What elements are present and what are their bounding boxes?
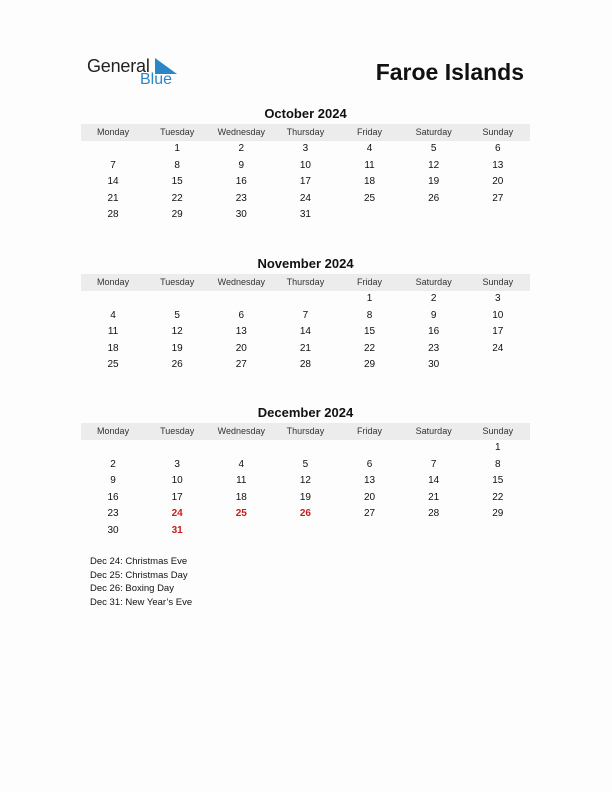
day-cell: 18 (364, 176, 376, 187)
week-row (81, 440, 530, 457)
weekday-label: Saturday (415, 127, 452, 137)
weekday-label: Sunday (482, 426, 514, 436)
day-cell (466, 357, 530, 374)
week-row (81, 523, 530, 540)
weekday-label: Tuesday (160, 277, 195, 287)
day-cell: 30 (235, 209, 247, 220)
day-cell (209, 440, 273, 457)
weekday-label: Tuesday (160, 127, 195, 137)
day-cell (402, 207, 466, 224)
week-row (81, 308, 530, 325)
holiday-notes (90, 555, 192, 610)
day-cell: 1 (174, 143, 180, 154)
weekday-header (81, 124, 530, 141)
day-cell: 28 (107, 209, 119, 220)
day-cell: 12 (428, 159, 440, 171)
holiday-note: Dec 25: Christmas Day (90, 569, 188, 581)
day-cell: 1 (495, 442, 501, 453)
day-cell (338, 523, 402, 540)
day-cell: 8 (495, 458, 501, 470)
day-cell: 24 (492, 342, 504, 354)
day-cell: 25 (107, 359, 119, 370)
day-cell: 27 (235, 359, 247, 370)
day-cell: 10 (299, 159, 311, 171)
day-cell (402, 440, 466, 457)
day-cell: 23 (107, 508, 119, 519)
day-cell (145, 440, 209, 457)
day-cell: 3 (174, 458, 180, 470)
weekday-label: Sunday (482, 277, 514, 287)
week-row (81, 141, 530, 158)
day-cell: 26 (299, 508, 311, 519)
month-calendar (81, 256, 530, 374)
day-cell: 13 (235, 326, 247, 337)
day-cell (273, 523, 337, 540)
day-cell (81, 440, 145, 457)
day-cell: 6 (495, 143, 501, 154)
day-cell: 15 (364, 326, 376, 337)
day-cell (273, 291, 337, 308)
day-cell: 2 (238, 143, 245, 154)
day-cell: 4 (238, 458, 245, 470)
day-cell: 7 (110, 159, 116, 171)
week-row (81, 207, 530, 224)
day-cell: 23 (428, 342, 440, 354)
day-cell: 5 (174, 309, 180, 321)
day-cell: 5 (430, 143, 437, 154)
day-cell: 12 (299, 475, 311, 486)
day-cell (145, 291, 209, 308)
holiday-note: Dec 26: Boxing Day (90, 583, 174, 595)
day-cell: 30 (428, 359, 440, 370)
day-cell: 10 (171, 475, 183, 486)
weekday-label: Monday (97, 426, 130, 436)
day-cell: 29 (492, 508, 504, 519)
day-cell: 25 (364, 192, 376, 204)
day-cell: 5 (302, 458, 309, 470)
day-cell: 4 (366, 143, 373, 154)
week-row (81, 473, 530, 490)
day-cell: 16 (235, 176, 247, 187)
day-cell: 20 (364, 491, 376, 503)
day-cell: 27 (492, 192, 504, 204)
weekday-label: Saturday (415, 426, 452, 436)
day-cell (209, 523, 273, 540)
day-cell: 17 (171, 491, 183, 503)
weekday-label: Friday (357, 277, 383, 287)
week-row (81, 324, 530, 341)
day-cell (209, 291, 273, 308)
weekday-label: Wednesday (217, 426, 265, 436)
day-cell: 15 (171, 176, 183, 187)
day-cell: 28 (299, 359, 311, 370)
day-cell: 29 (171, 209, 183, 220)
weekday-label: Sunday (482, 127, 514, 137)
logo-text-blue: Blue (140, 71, 173, 88)
week-row (81, 291, 530, 308)
country-title: Faroe Islands (375, 59, 524, 85)
week-row (81, 457, 530, 474)
week-row (81, 490, 530, 507)
month-title: December 2024 (257, 405, 354, 420)
day-cell: 9 (110, 475, 116, 486)
month-title: November 2024 (257, 256, 354, 271)
day-cell: 15 (492, 475, 504, 486)
day-cell (273, 440, 337, 457)
day-cell: 29 (364, 359, 376, 370)
day-cell: 28 (428, 508, 440, 519)
day-cell: 19 (299, 491, 311, 503)
day-cell (402, 523, 466, 540)
day-cell: 13 (364, 475, 376, 486)
holiday-note: Dec 24: Christmas Eve (90, 556, 188, 567)
week-row (81, 357, 530, 374)
day-cell (466, 523, 530, 540)
weekday-label: Thursday (286, 426, 325, 436)
day-cell (338, 207, 402, 224)
weekday-label: Saturday (415, 277, 452, 287)
weekday-label: Monday (97, 277, 130, 287)
week-row (81, 174, 530, 191)
day-cell: 8 (174, 159, 180, 171)
day-cell: 6 (366, 458, 373, 470)
day-cell: 16 (107, 491, 119, 503)
day-cell: 31 (299, 209, 311, 220)
day-cell: 17 (299, 176, 311, 187)
day-cell: 6 (238, 309, 245, 321)
day-cell (81, 141, 145, 158)
day-cell: 24 (171, 508, 183, 519)
month-title: October 2024 (264, 106, 347, 121)
weekday-label: Wednesday (217, 277, 265, 287)
day-cell: 14 (299, 326, 311, 337)
day-cell: 21 (107, 192, 119, 204)
month-calendar (81, 405, 530, 539)
weekday-label: Thursday (286, 127, 325, 137)
day-cell (466, 207, 530, 224)
day-cell: 2 (430, 293, 437, 304)
day-cell: 1 (366, 293, 373, 304)
day-cell (81, 291, 145, 308)
day-cell: 7 (302, 309, 309, 321)
day-cell: 17 (492, 326, 504, 337)
day-cell: 23 (235, 192, 247, 204)
day-cell: 20 (492, 176, 504, 187)
day-cell: 21 (299, 342, 311, 354)
day-cell: 11 (364, 159, 375, 171)
day-cell: 14 (107, 176, 119, 187)
day-cell: 20 (235, 342, 247, 354)
weekday-label: Wednesday (217, 127, 265, 137)
weekday-header (81, 423, 530, 440)
logo-text-general: General (87, 56, 150, 76)
day-cell: 26 (428, 192, 440, 204)
day-cell: 7 (430, 458, 437, 470)
day-cell: 19 (428, 176, 440, 187)
day-cell: 11 (236, 475, 247, 486)
day-cell: 30 (107, 524, 119, 536)
day-cell: 10 (492, 309, 504, 321)
day-cell: 31 (171, 524, 183, 536)
week-row (81, 191, 530, 208)
generalblue-logo (87, 56, 187, 92)
week-row (81, 341, 530, 358)
day-cell: 18 (107, 342, 119, 354)
day-cell: 27 (364, 508, 376, 519)
day-cell: 9 (430, 309, 437, 321)
weekday-label: Friday (357, 127, 383, 137)
day-cell: 22 (364, 342, 376, 354)
day-cell: 22 (171, 192, 183, 204)
day-cell: 12 (171, 326, 183, 337)
day-cell: 16 (428, 326, 440, 337)
day-cell: 11 (107, 326, 119, 337)
month-calendar (81, 106, 530, 224)
week-row (81, 506, 530, 523)
day-cell: 25 (235, 508, 247, 519)
day-cell: 9 (238, 159, 245, 171)
day-cell: 24 (299, 192, 311, 204)
day-cell: 3 (495, 293, 501, 304)
weekday-header (81, 274, 530, 291)
day-cell: 13 (492, 159, 504, 171)
day-cell: 18 (235, 491, 247, 503)
weekday-label: Thursday (286, 277, 325, 287)
holiday-note: Dec 31: New Year’s Eve (90, 597, 193, 609)
week-row (81, 158, 530, 175)
weekday-label: Tuesday (160, 426, 195, 436)
day-cell: 8 (366, 309, 373, 321)
weekday-label: Friday (357, 426, 383, 436)
day-cell: 2 (110, 458, 116, 470)
day-cell: 3 (302, 143, 309, 154)
day-cell: 21 (428, 491, 440, 503)
day-cell: 19 (171, 342, 183, 354)
day-cell: 4 (110, 309, 116, 321)
day-cell: 22 (492, 491, 504, 503)
day-cell: 14 (428, 475, 440, 486)
weekday-label: Monday (97, 127, 130, 137)
day-cell (338, 440, 402, 457)
day-cell: 26 (171, 359, 183, 370)
